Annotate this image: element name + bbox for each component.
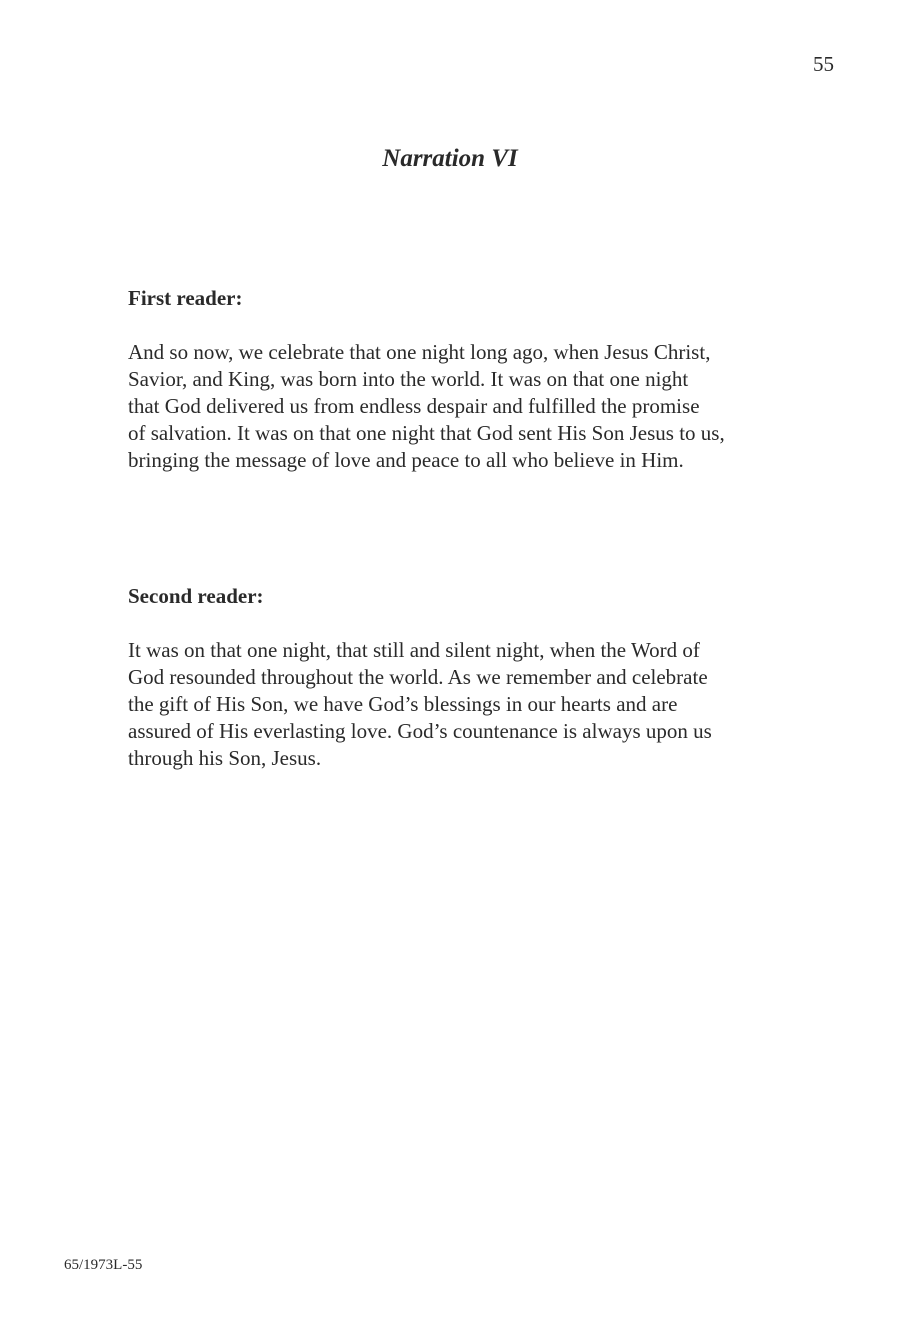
text-line: that God delivered us from endless despair and fulfilled the promise (128, 394, 700, 418)
text-line: It was on that one night, that still and silent night, when the Word of (128, 638, 700, 662)
text-line: God resounded throughout the world. As we remember and celebrate (128, 665, 708, 689)
second-reader-section (128, 583, 798, 772)
text-line: Savior, and King, was born into the world. It was on that one night (128, 367, 689, 391)
first-reader-text (128, 339, 798, 474)
text-line: And so now, we celebrate that one night long ago, when Jesus Christ, (128, 340, 711, 364)
text-line: the gift of His Son, we have God’s blessings in our hearts and are (128, 692, 678, 716)
text-line: bringing the message of love and peace to all who believe in Him. (128, 448, 684, 472)
first-reader-heading: First reader: (128, 286, 243, 310)
second-reader-text (128, 637, 798, 772)
footer-code: 65/1973L-55 (64, 1257, 143, 1273)
text-line: of salvation. It was on that one night that God sent His Son Jesus to us, (128, 421, 725, 445)
first-reader-section (128, 285, 798, 474)
page-number: 55 (813, 52, 834, 76)
text-line: assured of His everlasting love. God’s countenance is always upon us (128, 719, 712, 743)
second-reader-heading: Second reader: (128, 584, 264, 608)
text-line: through his Son, Jesus. (128, 746, 322, 770)
page-title: Narration VI (382, 145, 518, 172)
